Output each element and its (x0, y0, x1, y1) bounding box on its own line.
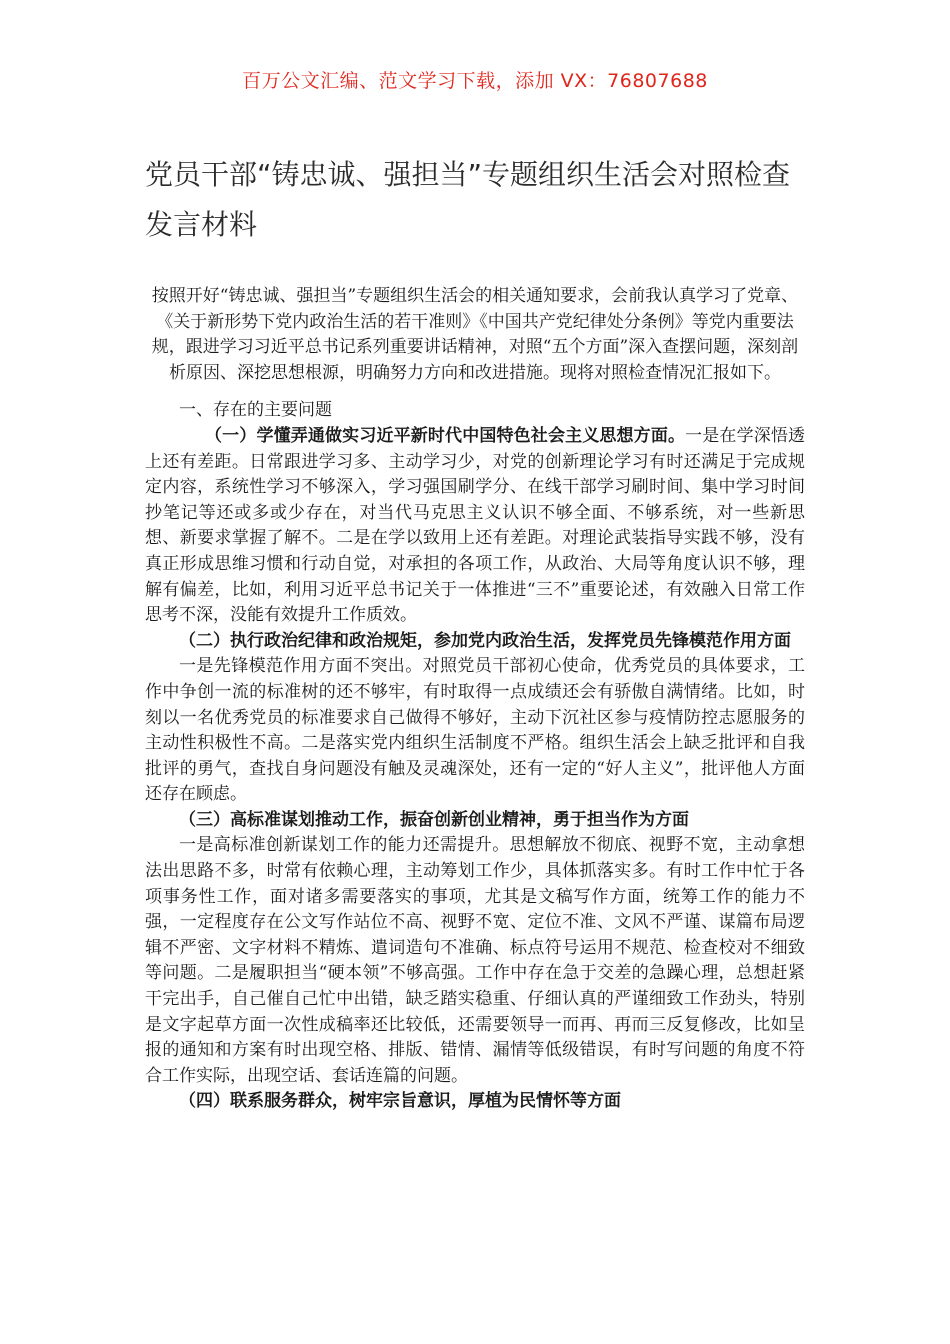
item-3-body: 一是高标准创新谋划工作的能力还需提升。思想解放不彻底、视野不宽，主动拿想法出思路不多，时常有依赖心理，主动筹划工作少，具体抓落实多。有时工作中忙于各项事务性工作，面对诸多需要落实的事项，尤其是文稿写作方面，统筹工作的能力不强，一定程度存在公文写作站位不高、视野不宽、定位不准、文风不严谨、谋篇布局逻辑不严密、文字材料不精炼、遣词造句不准确、标点符号运用不规范、检查校对不细致等问题。二是履职担当“硬本领”不够高强。工作中存在急于交差的急躁心理，总想赶紧干完出手，自己催自己忙中出错，缺乏踏实稳重、仔细认真的严谨细致工作劲头，特别是文字起草方面一次性成稿率还比较低，还需要领导一而再、再而三反复修改，比如呈报的通知和方案有时出现空格、排版、错情、漏情等低级错误，有时写问题的角度不符合工作实际，出现空话、套话连篇的问题。 (145, 835, 805, 1086)
item-2-body: 一是先锋模范作用方面不突出。对照党员干部初心使命，优秀党员的具体要求，工作中争创一流的标准树的还不够牢，有时取得一点成绩还会有骄傲自满情绪。比如，时刻以一名优秀党员的标准要求自己做得不够好，主动下沉社区参与疫情防控志愿服务的主动性积极性不高。二是落实党内组织生活制度不严格。组织生活会上缺乏批评和自我批评的勇气，查找自身问题没有触及灵魂深处，还有一定的“好人主义”，批评他人方面还存在顾虑。 (145, 656, 805, 805)
intro-paragraph: 按照开好“铸忠诚、强担当”专题组织生活会的相关通知要求，会前我认真学习了党章、《关于新形势下党内政治生活的若干准则》《中国共产党纪律处分条例》等党内重要法规，跟进学习习近平总书记系列重要讲话精神，对照“五个方面”深入查摆问题，深刻剖析原因、深挖思想根源，明确努力方向和改进措施。现将对照检查情况汇报如下。 (151, 286, 799, 383)
document-title: 党员干部“铸忠诚、强担当”专题组织生活会对照检查发言材料 (145, 158, 791, 241)
item-3-heading: （三）高标准谋划推动工作，振奋创新创业精神，勇于担当作为方面 (179, 809, 689, 830)
promo-banner: 百万公文汇编、范文学习下载，添加 VX：76807688 (242, 70, 708, 92)
section-heading: 一、存在的主要问题 (179, 400, 332, 421)
item-2-heading: （二）执行政治纪律和政治规矩，参加党内政治生活，发挥党员先锋模范作用方面 (179, 630, 791, 651)
item-4-heading: （四）联系服务群众，树牢宗旨意识，厚植为民情怀等方面 (179, 1091, 621, 1112)
item-1-body: 一是在学深悟透上还有差距。日常跟进学习多、主动学习少，对党的创新理论学习有时还满足于完成规定内容，系统性学习不够深入，学习强国刷学分、在线干部学习刷时间、集中学习时间抄笔记等还或多或少存在，对当代马克思主义认识不够全面、不够系统，对一些新思想、新要求掌握了解不。二是在学以致用上还有差距。对理论武装指导实践不够，没有真正形成思维习惯和行动自觉，对承担的各项工作，从政治、大局等角度认识不够，理解有偏差，比如，利用习近平总书记关于一体推进“三不”重要论述，有效融入日常工作思考不深，没能有效提升工作质效。 (145, 425, 806, 626)
document-body (145, 284, 805, 1115)
item-1-heading: （一）学懂弄通做实习近平新时代中国特色社会主义思想方面。 (205, 425, 686, 446)
item-1-paragraph (145, 424, 805, 629)
